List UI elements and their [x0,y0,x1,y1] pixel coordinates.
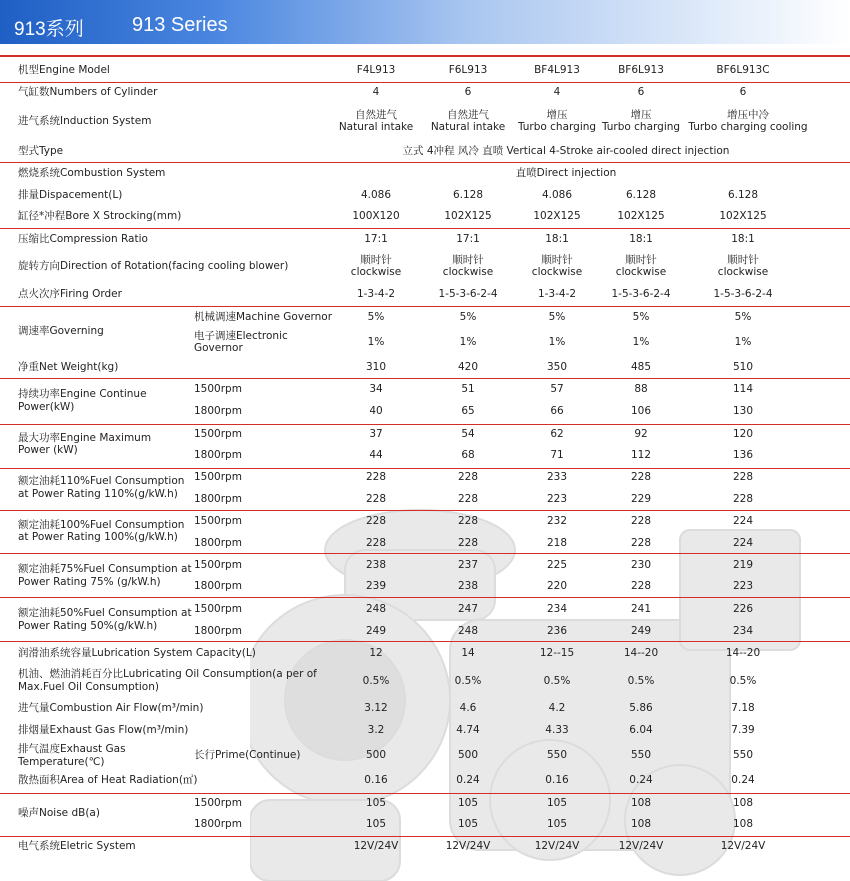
cell: 120 [732,428,754,440]
cell: 228 [630,580,652,592]
cell: 102X125 [533,210,581,222]
cell: 510 [732,361,754,373]
row-divider [0,82,850,83]
cell: 0.16 [364,774,388,786]
cell: 14--20 [623,647,659,659]
cell: 14--20 [725,647,761,659]
cell: 51 [461,383,475,395]
cell: 12V/24V [618,840,664,852]
cell: 4 [553,86,561,98]
cell: 6.128 [452,189,484,201]
cell: 6 [637,86,645,98]
row-label: Power Rating 75% (g/kW.h) [18,576,161,588]
cell: 228 [365,537,387,549]
rpm-label: 1800rpm [194,537,242,549]
cell: 54 [461,428,475,440]
cell: 105 [457,797,479,809]
cell: 自然进气 [447,109,489,121]
row-label: 最大功率Engine Maximum [18,432,152,444]
cell: F6L913 [448,64,488,76]
cell: 136 [732,449,754,461]
row-label: 额定油耗50%Fuel Consumption at [18,607,192,619]
cell: 237 [457,559,479,571]
rpm-label: 1500rpm [194,559,242,571]
cell: 12V/24V [720,840,766,852]
cell: 40 [369,405,383,417]
cell: 12V/24V [534,840,580,852]
cell: 248 [457,625,479,637]
cell: 228 [457,493,479,505]
row-divider [0,597,850,598]
cell: 220 [546,580,568,592]
cell: Natural intake [430,121,506,133]
row-label: 缸径*冲程Bore X Strocking(mm) [18,210,182,222]
series-title-en: 913 Series [132,14,228,36]
cell: 4.086 [541,189,573,201]
row-label: 排量Dispacement(L) [18,189,123,201]
row-label: Max.Fuel Oil Consumption) [18,681,159,693]
row-label: 燃烧系统Combustion System [18,167,166,179]
row-label: at Power Rating 100%(g/kW.h) [18,531,178,543]
cell: 0.5% [729,675,757,687]
row-divider [0,378,850,379]
row-divider [0,553,850,554]
cell: 102X125 [617,210,665,222]
cell: 238 [365,559,387,571]
cell: 增压 [630,109,652,121]
cell: F4L913 [356,64,396,76]
cell: 6.128 [625,189,657,201]
cell: 550 [630,749,652,761]
rpm-label: 1800rpm [194,580,242,592]
cell: 顺时针 [360,254,392,266]
row-divider [0,228,850,229]
cell: 88 [634,383,648,395]
cell: 92 [634,428,648,440]
cell: 37 [369,428,383,440]
cell: 102X125 [444,210,492,222]
row-label: at Power Rating 110%(g/kW.h) [18,488,178,500]
cell: BF4L913 [534,64,580,76]
row-divider [0,162,850,163]
cell: 1% [367,336,385,348]
cell: 226 [732,603,754,615]
row-label: 压缩比Compression Ratio [18,233,148,245]
rpm-label: 1500rpm [194,428,242,440]
cell: 228 [630,515,652,527]
cell: 17:1 [456,233,480,245]
row-label: 噪声Noise dB(a) [18,807,100,819]
cell: 500 [457,749,479,761]
cell: 增压 [546,109,568,121]
cell: 5% [459,311,477,323]
cell: 1-5-3-6-2-4 [611,288,671,300]
rpm-label: 1500rpm [194,383,242,395]
cell: 228 [365,471,387,483]
cell: 6 [464,86,472,98]
cell: 228 [630,537,652,549]
cell: 12V/24V [445,840,491,852]
cell: Turbo charging [517,121,597,133]
cell: 6.04 [629,724,653,736]
rpm-label: 1800rpm [194,449,242,461]
cell: 249 [630,625,652,637]
cell: 1% [632,336,650,348]
cell: BF6L913C [716,64,770,76]
cell: 4.74 [456,724,480,736]
cell: 65 [461,405,475,417]
cell: 17:1 [364,233,388,245]
cell: 105 [546,818,568,830]
rpm-label: 1500rpm [194,797,242,809]
cell: clockwise [717,266,769,278]
cell: 12 [369,647,383,659]
rpm-label: 1500rpm [194,515,242,527]
row-label: Temperature(℃) [18,756,105,768]
cell: 310 [365,361,387,373]
cell: 500 [365,749,387,761]
sub-label: Governor [194,342,243,354]
cell: 228 [457,515,479,527]
row-divider [0,306,850,307]
row-label: 机油、燃油消耗百分比Lubricating Oil Consumption(a per of [18,668,317,680]
cell: 105 [365,818,387,830]
cell: 102X125 [719,210,767,222]
series-banner [0,0,850,44]
cell: 130 [732,405,754,417]
sub-label: 机械调速Machine Governor [194,311,333,323]
cell: Natural intake [338,121,414,133]
cell: 0.16 [545,774,569,786]
row-label: 排气温度Exhaust Gas [18,743,126,755]
cell: 5.86 [629,702,653,714]
row-label: 点火次序Firing Order [18,288,122,300]
row-divider [0,793,850,794]
header-rule [0,55,850,57]
cell: 241 [630,603,652,615]
cell: 4.33 [545,724,569,736]
cell: 1-5-3-6-2-4 [713,288,773,300]
cell: 236 [546,625,568,637]
cell: 100X120 [352,210,400,222]
rpm-label: 1800rpm [194,493,242,505]
sub-label: 长行Prime(Continue) [194,749,301,761]
row-label: 型式Type [18,145,64,157]
cell: 57 [550,383,564,395]
row-label: 气缸数Numbers of Cylinder [18,86,158,98]
cell: 71 [550,449,564,461]
cell: 234 [732,625,754,637]
cell: clockwise [350,266,402,278]
cell: 4.086 [360,189,392,201]
row-label: Power(kW) [18,401,75,413]
cell: 4.2 [548,702,566,714]
cell: BF6L913 [618,64,664,76]
cell: 0.24 [731,774,755,786]
cell: 106 [630,405,652,417]
cell: 228 [630,471,652,483]
row-label: 调速率Governing [18,325,104,337]
row-label: Power (kW) [18,444,78,456]
cell: 66 [550,405,564,417]
cell: clockwise [442,266,494,278]
cell: 12--15 [539,647,575,659]
cell: 14 [461,647,475,659]
row-label: 持续功率Engine Continue [18,388,147,400]
row-label: 润滑油系统容量Lubrication System Capacity(L) [18,647,256,659]
row-divider [0,424,850,425]
rpm-label: 1800rpm [194,405,242,417]
cell: 224 [732,537,754,549]
cell: 自然进气 [355,109,397,121]
row-label: 排烟量Exhaust Gas Flow(m³/min) [18,724,189,736]
cell: 5% [734,311,752,323]
cell: 0.24 [629,774,653,786]
cell: 228 [365,493,387,505]
rpm-label: 1500rpm [194,603,242,615]
cell: 直喷Direct injection [515,167,617,179]
cell: 230 [630,559,652,571]
cell: 105 [546,797,568,809]
cell: 108 [732,818,754,830]
series-title-cn: 913系列 [14,19,84,40]
cell: 3.12 [364,702,388,714]
cell: 62 [550,428,564,440]
cell: 105 [457,818,479,830]
row-label: 净重Net Weight(kg) [18,361,119,373]
cell: 219 [732,559,754,571]
cell: 114 [732,383,754,395]
row-label: 额定油耗75%Fuel Consumption at [18,563,192,575]
cell: 248 [365,603,387,615]
cell: 232 [546,515,568,527]
row-label: Power Rating 50%(g/kW.h) [18,620,158,632]
cell: 顺时针 [625,254,657,266]
cell: 112 [630,449,652,461]
row-divider [0,510,850,511]
cell: 108 [630,818,652,830]
cell: 108 [732,797,754,809]
row-label: 进气量Combustion Air Flow(m³/min) [18,702,204,714]
row-label: 额定油耗100%Fuel Consumption [18,519,185,531]
rpm-label: 1800rpm [194,625,242,637]
cell: 5% [367,311,385,323]
cell: 6.128 [727,189,759,201]
cell: 228 [457,537,479,549]
sub-label: 电子调速Electronic [194,330,288,342]
cell: 4.6 [459,702,477,714]
cell: 0.5% [543,675,571,687]
cell: 550 [546,749,568,761]
cell: 6 [739,86,747,98]
cell: 249 [365,625,387,637]
cell: 0.5% [627,675,655,687]
cell: 18:1 [731,233,755,245]
cell: 223 [732,580,754,592]
cell: 18:1 [545,233,569,245]
cell: 0.24 [456,774,480,786]
cell: 234 [546,603,568,615]
cell: 增压中冷 [727,109,769,121]
row-label: 进气系统Induction System [18,115,152,127]
row-divider [0,641,850,642]
row-label: 额定油耗110%Fuel Consumption [18,475,185,487]
cell: 228 [457,471,479,483]
cell: 238 [457,580,479,592]
cell: Turbo charging cooling [688,121,808,133]
cell: 顺时针 [541,254,573,266]
cell: 顺时针 [727,254,759,266]
rpm-label: 1800rpm [194,818,242,830]
row-label: 散热面积Area of Heat Radiation(㎡) [18,774,198,786]
cell: 485 [630,361,652,373]
row-label: 旋转方向Direction of Rotation(facing cooling blower) [18,260,289,272]
cell: 1-3-4-2 [356,288,396,300]
cell: 239 [365,580,387,592]
cell: 1% [734,336,752,348]
cell: 350 [546,361,568,373]
cell: 7.18 [731,702,755,714]
cell: 0.5% [454,675,482,687]
cell: 34 [369,383,383,395]
cell: 1% [548,336,566,348]
cell: 550 [732,749,754,761]
cell: 7.39 [731,724,755,736]
cell: 218 [546,537,568,549]
cell: 229 [630,493,652,505]
cell: 68 [461,449,475,461]
cell: 108 [630,797,652,809]
cell: clockwise [615,266,667,278]
cell: 1-3-4-2 [537,288,577,300]
cell: 0.5% [362,675,390,687]
cell: 12V/24V [353,840,399,852]
cell: 225 [546,559,568,571]
cell: 228 [732,493,754,505]
cell: 18:1 [629,233,653,245]
cell: 233 [546,471,568,483]
cell: 224 [732,515,754,527]
cell: 228 [732,471,754,483]
cell: 5% [548,311,566,323]
cell: 3.2 [367,724,385,736]
cell: 44 [369,449,383,461]
cell: 1-5-3-6-2-4 [438,288,498,300]
row-label: 电气系统Eletric System [18,840,136,852]
cell: 4 [372,86,380,98]
cell: 立式 4冲程 风冷 直喷 Vertical 4-Stroke air-cooled direct injection [402,145,730,157]
cell: 顺时针 [452,254,484,266]
rpm-label: 1500rpm [194,471,242,483]
cell: Turbo charging [601,121,681,133]
cell: 247 [457,603,479,615]
cell: 228 [365,515,387,527]
cell: clockwise [531,266,583,278]
cell: 105 [365,797,387,809]
cell: 223 [546,493,568,505]
row-label: 机型Engine Model [18,64,110,76]
row-divider [0,468,850,469]
row-divider [0,836,850,837]
cell: 1% [459,336,477,348]
cell: 420 [457,361,479,373]
cell: 5% [632,311,650,323]
